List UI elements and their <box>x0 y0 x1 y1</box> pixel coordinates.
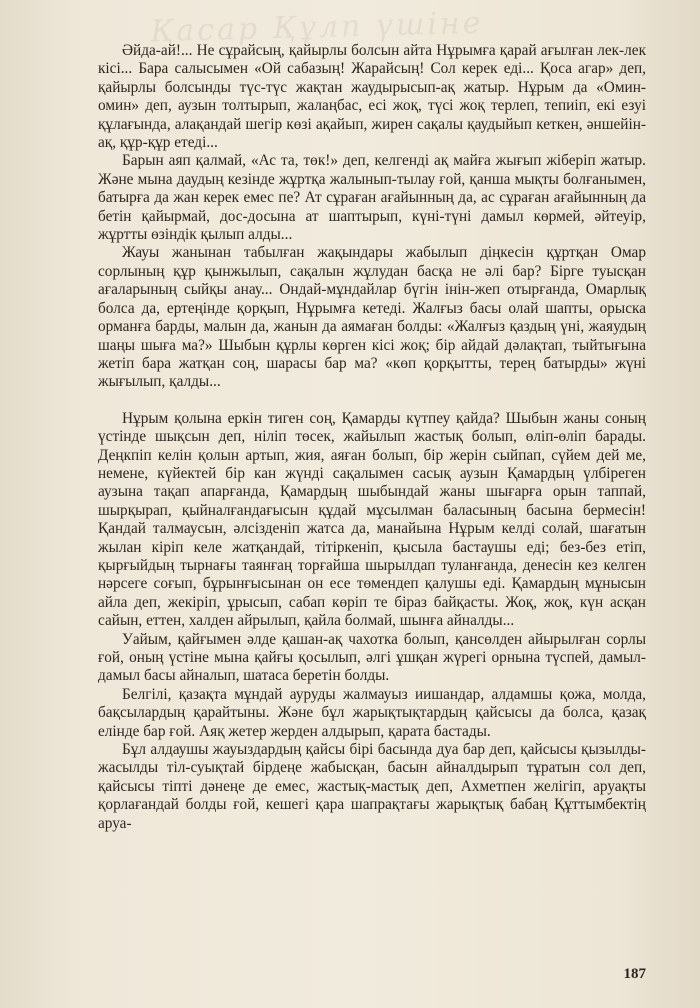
paragraph: Бұл алдаушы жауыздардың қайсы бірі басында дуа бар деп, қайсысы қызылды-жасылды тіл-суықтай бірдеңе жабысқан, басын айналдырып тұратын сол деп, қайсысы тіпті дәнеңе де емес, жастық-мастық деп, Ахметпен желігіп, аруақты қорлағандай болды ғой, кешегі қара шапрақтағы жарықтық бабаң Құттымбектің аруа- <box>98 741 646 832</box>
body-text <box>98 42 646 833</box>
paragraph: Белгілі, қазақта мұндай ауруды жалмауыз иишандар, алдамшы қожа, молда, бақсылардың қарайтыны. Және бұл жарықтықтардың қайсысы да болса, қазақ елінде бар ғой. Аяқ жетер жерден алдырып, қарата бастады. <box>98 685 646 740</box>
faded-header-text: Қасар Құлп үшіне <box>149 5 484 50</box>
paragraph: Әйда-ай!... Не сұрайсың, қайырлы болсын айта Нұрымға қарай ағылған лек-лек кісі... Бара салысымен «Ой сабазың! Жарайсың! Сол керек еді... Қоса агар» деп, қайырлы болсынды түс-түс жақтан жаудырысып-ақ жатыр. Нұрым да «Омин-омин» деп, аузын толтырып, жалаңбас, есі жоқ, түсі жоқ терлеп, тепиіп, екі езуі құлағында, алақандай шегір көзі ақайып, жирен сақалы қаудыйып кеткен, әншейін-ақ, құр-құр етеді... <box>98 42 646 152</box>
page-number: 187 <box>623 966 646 982</box>
paragraph: Барын аяп қалмай, «Ас та, төк!» деп, келгенді ақ майға жығып жіберіп жатыр. Және мына даудың кезінде жұртқа жалынып-тылау ғой, қанша мықты болғанымен, батырға да жан керек емес пе? Ат сұраған ағайынның да, ас сұраған ағайынның да бетін қайырмай, дос-досына ат шаптырып, күні-түні дамыл көрмей, әйтеуір, жұртты өзіндік қылып алды... <box>98 152 646 244</box>
paragraph: Нұрым қолына еркін тиген соң, Қамарды күтпеу қайда? Шыбын жаны соның үстінде шықсын деп, ніліп төсек, жайылып жастық болып, өліп-өліп барады. Деңкпіп келін қолын артып, жия, аяған болып, бір жерін сыйпап, сүйем дей ме, немене, күйектей бір кан жүнді сақалымен сасық аузын Қамардың үлбіреген аузына тақап апарғанда, Қамардың шыбындай жаны шығарға орын таппай, шырқырап, қыйналғандағысын құдай мұсылман баласының басына бермесін! Қандай талмаусын, әлсізденіп жатса да, манайына Нұрым келді солай, шағатын жылан кіріп келе жатқандай, тітіркеніп, қысыла бастаушы еді; без-без етіп, қырғыйдың тырнағы таянғаң торғайша шырылдап туланғанда, денесін кез келген нәрсеге соғып, бұрынғысынан он есе төмендеп қалушы еді. Қамардың мұнысын айла деп, жекіріп, ұрысып, сабап көріп те біраз байқасты. Жоқ, жоқ, күн асқан сайын, еттен, халден айрылып, қайла болмай, шынға айналды... <box>98 409 646 630</box>
paragraph: Жауы жанынан табылған жақындары жабылып діңкесін құртқан Омар сорлының құр қынжылып, сақалын жұлудан басқа не әлі бар? Бірге туысқан ағаларының сыйқы анау... Ондай-мұндайлар бүгін інін-жеп отырғанда, Омарлық болса да, ертеңінде қорқып, Нұрымға кетеді. Жалғыз басы олай шапты, орыска орманға барды, малын да, жанын да аямаған болды: «Жалғыз қаздың үні, жаяудың шаңы шыға ма?» Шыбын құрлы көрген кісі жоқ; бір айдай дәлақтап, тыйтығына жетіп бара жатқан соң, шарасы бар ма? «көп қорқытты, терең батырды» жүні жығылып, қалды... <box>98 244 646 391</box>
paragraph: Уайым, қайғымен әлде қашан-ақ чахотка болып, қансөлден айырылған сорлы ғой, оның үстіне мына қайғы қосылып, әлгі ұшқан жүрегі орнына түспей, дамыл-дамыл басы айналып, шатаса беретін болды. <box>98 630 646 685</box>
